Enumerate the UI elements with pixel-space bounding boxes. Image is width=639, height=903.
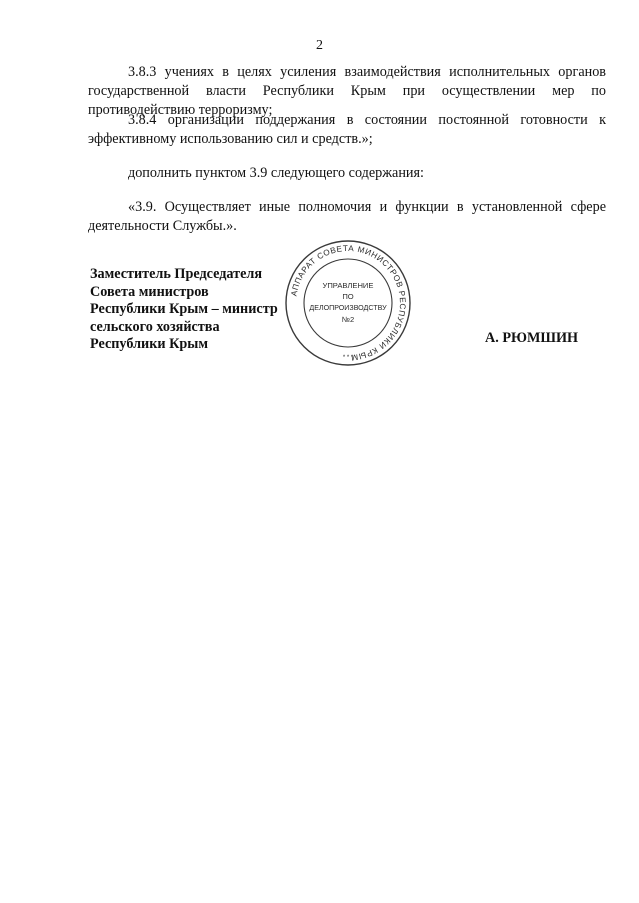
svg-text:* * *: * * * — [342, 355, 354, 361]
paragraph-supplement: дополнить пунктом 3.9 следующего содержания: — [128, 165, 424, 181]
stamp-center-line: №2 — [341, 315, 355, 324]
paragraph-3-8-3: 3.8.3 учениях в целях усиления взаимодействия исполнительных органов государственной власти Республики Крым при осуществлении мер по противодействию терроризму; — [88, 64, 606, 118]
official-stamp — [283, 238, 413, 368]
signatory-title-line: Республики Крым – министр — [90, 301, 278, 317]
paragraph-3-8-4: 3.8.4 организации поддержания в состоянии постоянной готовности к эффективному использованию сил и средств.»; — [88, 112, 606, 147]
stamp-center-line: УПРАВЛЕНИЕ — [322, 281, 374, 290]
page-number: 2 — [316, 38, 323, 53]
signatory-title-line: Совета министров — [90, 283, 209, 300]
stamp-ring-text: АППАРАТ СОВЕТА МИНИСТРОВ РЕСПУБЛИКИ КРЫМ — [289, 243, 408, 363]
signatory-title-line: сельского хозяйства — [90, 318, 220, 335]
stamp-center-line: ДЕЛОПРОИЗВОДСТВУ — [309, 304, 387, 312]
stamp-seal-graphic — [283, 238, 413, 368]
paragraph-3-9: «3.9. Осуществляет иные полномочия и функции в установленной сфере деятельности Службы.». — [88, 199, 606, 234]
signatory-title-line: Республики Крым — [90, 336, 209, 352]
signatory-name: А. РЮМШИН — [485, 330, 579, 346]
signatory-title-line: Заместитель Председателя — [90, 266, 263, 282]
signatory-title — [90, 266, 278, 354]
stamp-center-line: ПО — [342, 292, 354, 301]
